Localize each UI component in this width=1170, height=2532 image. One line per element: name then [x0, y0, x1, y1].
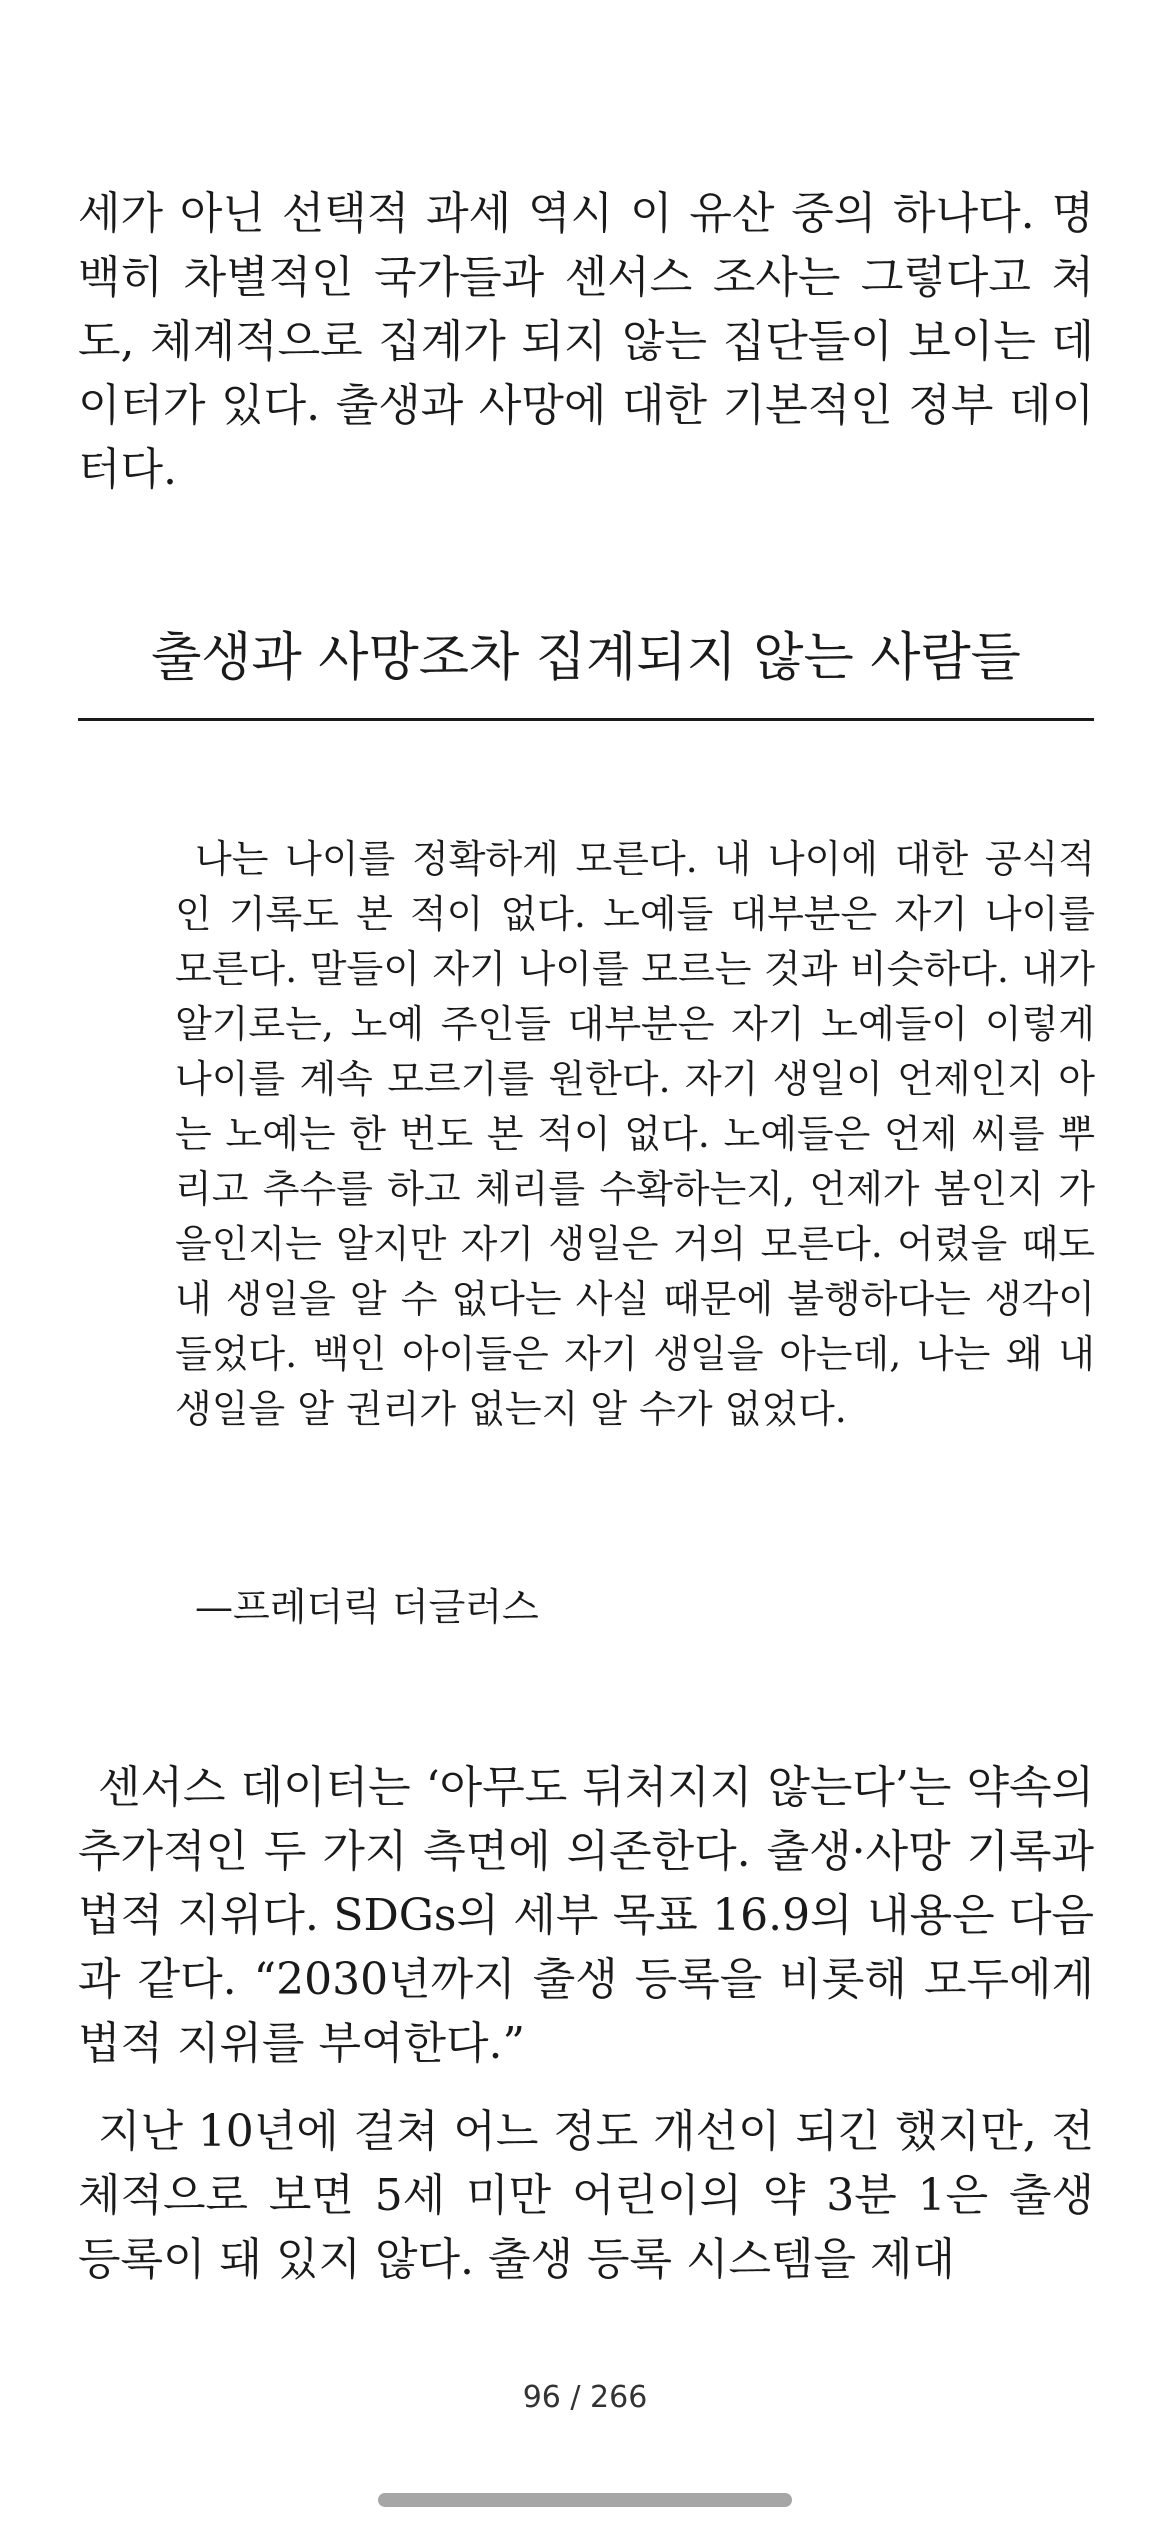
- section-heading: 출생과 사망조차 집계되지 않는 사람들: [151, 628, 1021, 688]
- quote-attribution: —프레더릭 더글러스: [195, 1585, 539, 1629]
- section-divider: [78, 718, 1094, 721]
- home-indicator-bar[interactable]: [378, 2493, 792, 2507]
- block-quote: [175, 832, 1108, 1437]
- page-indicator: 96 / 266: [522, 2380, 648, 2415]
- body-paragraph: 세가 아닌 선택적 과세 역시 이 유산 중의 하나다. 명백히 차별적인 국가들과 센서스 조사는 그렇다고 쳐도, 체계적으로 집계가 되지 않는 집단들이 보이는 데이터가 있다. 출생과 사망에 대한 기본적인 정부 데이터다.: [78, 188, 1094, 495]
- body-paragraph: 센서스 데이터는 ‘아무도 뒤처지지 않는다’는 약속의 추가적인 두 가지 측면에 의존한다. 출생·사망 기록과 법적 지위다. SDGs의 세부 목표 16.9의 내용은 다음과 같다. “2030년까지 출생 등록을 비롯해 모두에게 법적 지위를 부여한다.”: [78, 1762, 1108, 2069]
- body-paragraph: 지난 10년에 걸쳐 어느 정도 개선이 되긴 했지만, 전체적으로 보면 5세 미만 어린이의 약 3분 1은 출생 등록이 돼 있지 않다. 출생 등록 시스템을 제대: [78, 2106, 1108, 2285]
- block-quote-text: 나는 나이를 정확하게 모른다. 내 나이에 대한 공식적인 기록도 본 적이 없다. 노예들 대부분은 자기 나이를 모른다. 말들이 자기 나이를 모르는 것과 비슷하다. 내가 알기로는, 노예 주인들 대부분은 자기 노예들이 이렇게 나이를 계속 모르기를 원한다. 자기 생일이 언제인지 아는 노예는 한 번도 본 적이 없다. 노예들은 언제 씨를 뿌리고 추수를 하고 체리를 수확하는지, 언제가 봄인지 가을인지는 알지만 자기 생일은 거의 모른다. 어렸을 때도 내 생일을 알 수 없다는 사실 때문에 불행하다는 생각이 들었다. 백인 아이들은 자기 생일을 아는데, 나는 왜 내 생일을 알 권리가 없는지 알 수가 없었다.: [175, 837, 1108, 1431]
